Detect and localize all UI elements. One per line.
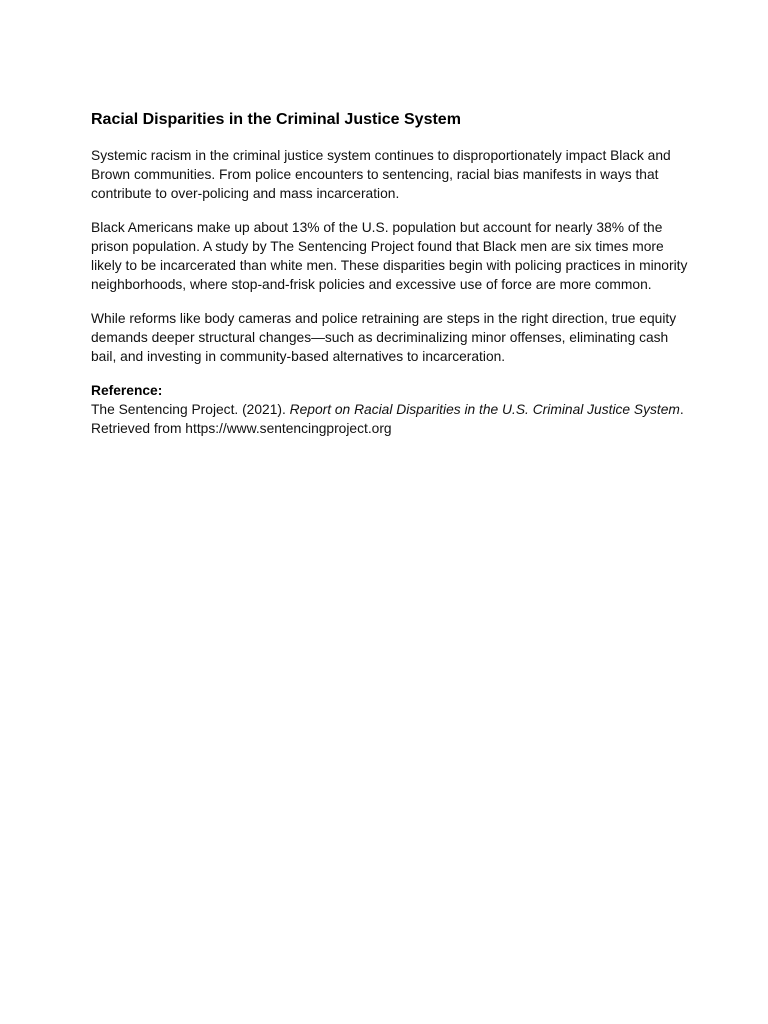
paragraph-reforms: While reforms like body cameras and police retraining are steps in the right direction, true equity demands deeper structural changes—such as decriminalizing minor offenses, eliminating cash bail, and investing in community-based alternatives to incarceration. [91,311,677,364]
document-title: Racial Disparities in the Criminal Justice System [91,111,461,128]
reference-prefix: The Sentencing Project. (2021). [91,402,290,417]
paragraph-intro: Systemic racism in the criminal justice system continues to disproportionately impact Black and Brown communities. From police encounters to sentencing, racial bias manifests in ways that contribute to over-policing and mass incarceration. [91,148,671,201]
document-page [91,110,691,438]
reference-suffix: . Retrieved from https://www.sentencingproject.org [91,402,684,436]
reference-heading: Reference: [91,383,163,398]
reference-work-title: Report on Racial Disparities in the U.S. Criminal Justice System [289,402,680,417]
reference-section [91,381,691,438]
reference-citation [91,400,691,438]
paragraph-statistics: Black Americans make up about 13% of the U.S. population but account for nearly 38% of the prison population. A study by The Sentencing Project found that Black men are six times more likely to be incarcerated than white men. These disparities begin with policing practices in minority neighborhoods, where stop-and-frisk policies and excessive use of force are more common. [91,220,688,292]
